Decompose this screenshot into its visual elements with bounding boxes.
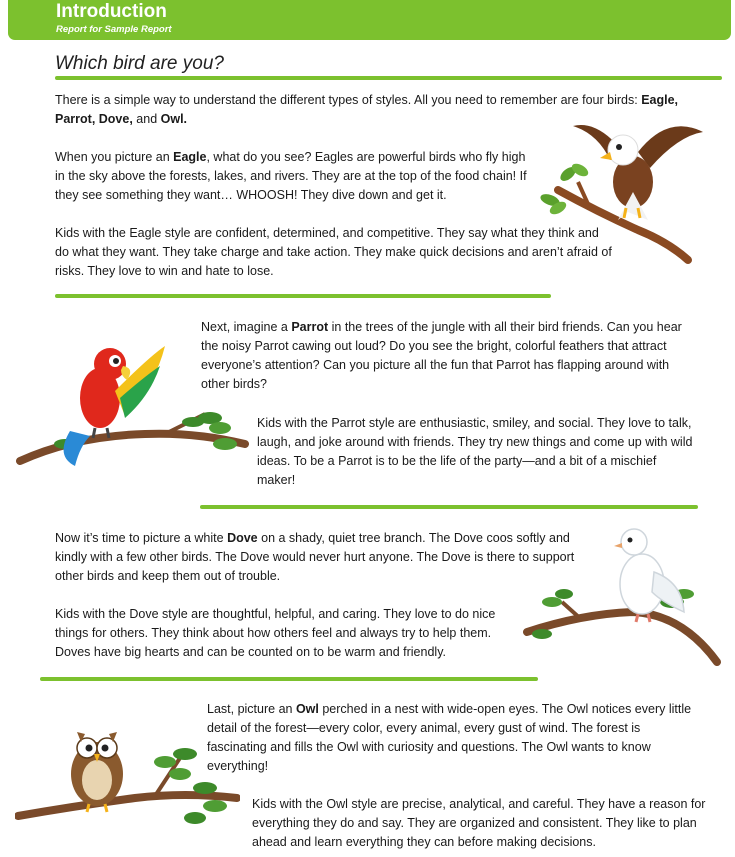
eagle-paragraph-2: Kids with the Eagle style are confident, determined, and competitive. They say what they think and do what they want. They take charge and take action. They make quick decisions and aren’t afraid of risks. They love to win and hate to lose. xyxy=(55,226,612,278)
eagle-rule xyxy=(55,294,551,298)
section-heading: Which bird are you? xyxy=(55,53,224,74)
eagle-paragraph-1: When you picture an Eagle, what do you see? Eagles are powerful birds who fly high in the sky above the forests, lakes, and rivers. They are at the top of the food chain! If they see something they want… WHOOSH! They dive down and get it. xyxy=(55,150,527,202)
intro-birds: Eagle, Parrot, Dove, xyxy=(55,93,679,126)
dove-keyword: Dove xyxy=(227,531,258,545)
header-banner xyxy=(8,0,731,40)
owl-paragraph-1: Last, picture an Owl perched in a nest with wide-open eyes. The Owl notices every little detail of the forest—every color, every animal, every gust of wind. The forest is fascinating and fills the Owl with curiosity and questions. The Owl wants to know everything! xyxy=(207,702,692,773)
page-title: Introduction xyxy=(56,1,167,22)
parrot-rule xyxy=(200,505,698,509)
parrot-paragraph-2: Kids with the Parrot style are enthusiastic, smiley, and social. They love to talk, laugh, and joke around with friends. They try new things and come up with wild ideas. To be a Parrot is to be the life of the party—and a bit of a mischief maker! xyxy=(257,416,693,487)
intro-paragraph: There is a simple way to understand the different types of styles. All you need to remember are four birds: Eagle, Parrot, Dove, and Owl. xyxy=(55,93,679,126)
dove-rule xyxy=(40,677,538,681)
eagle-illustration xyxy=(528,112,710,264)
page-subtitle: Report for Sample Report xyxy=(56,24,172,35)
parrot-keyword: Parrot xyxy=(291,320,329,334)
owl-keyword: Owl xyxy=(295,702,319,716)
dove-illustration xyxy=(522,522,722,667)
dove-paragraph-2: Kids with the Dove style are thoughtful, helpful, and caring. They love to do nice things for others. They think about how others feel and always try to help them. Doves have big hearts and can be counted on to be warm and friendly. xyxy=(55,607,496,659)
intro-owl: Owl. xyxy=(160,112,188,126)
parrot-paragraph-1: Next, imagine a Parrot in the trees of the jungle with all their bird friends. Can you hear the noisy Parrot cawing out loud? Do you see the bright, colorful feathers that attract everyone’s attention? Can you picture all the fun that Parrot has flapping around with other birds? xyxy=(201,320,682,391)
heading-rule xyxy=(55,76,722,80)
dove-paragraph-1: Now it’s time to picture a white Dove on a shady, quiet tree branch. The Dove coos softly and kindly with a few other birds. The Dove would never hurt anyone. The Dove is there to support other birds and keep them out of trouble. xyxy=(55,531,575,583)
eagle-keyword: Eagle xyxy=(173,150,207,164)
owl-paragraph-2: Kids with the Owl style are precise, analytical, and careful. They have a reason for everything they do and say. They are organized and consistent. They like to plan ahead and learn everything they can before making decisions. xyxy=(252,797,706,849)
